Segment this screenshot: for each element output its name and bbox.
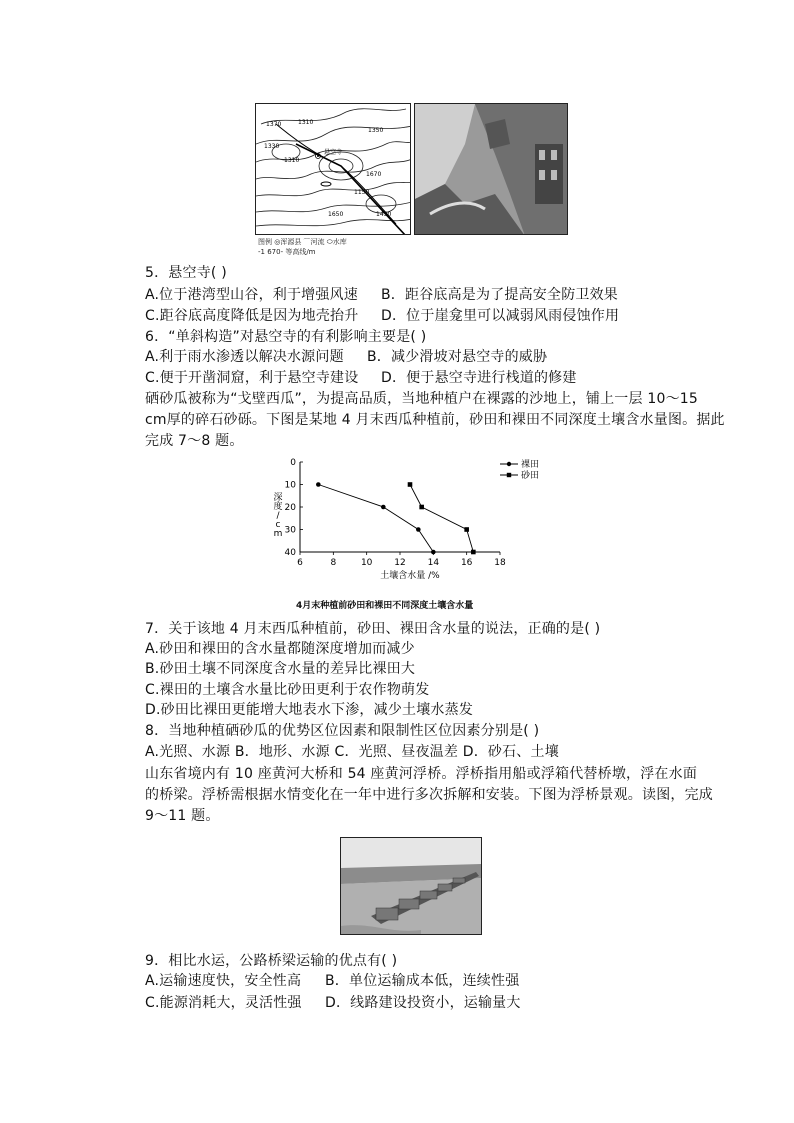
x-axis-label: 土壤含水量 /% xyxy=(380,571,440,581)
data-point-circle xyxy=(316,482,321,487)
q9-option-b: B．单位运输成本低，连续性强 xyxy=(325,973,520,989)
q9-option-d: D．线路建设投资小，运输量大 xyxy=(325,995,521,1011)
passage3-line1: 山东省境内有 10 座黄河大桥和 54 座黄河浮桥。浮桥指用船或浮箱代替桥墩，浮在水面 xyxy=(145,766,698,782)
q6-stem: 6．“单斜构造”对悬空寺的有利影响主要是( ) xyxy=(145,329,427,345)
passage2-line1: 硒砂瓜被称为“戈壁西瓜”，为提高品质，当地种植户在裸露的沙地上，铺上一层 10～15 xyxy=(145,391,698,407)
y-axis-label-char: 深 xyxy=(273,493,283,503)
data-point-circle xyxy=(416,527,421,532)
legend-marker-square xyxy=(507,473,511,477)
passage2-line2: cm厚的碎石砂砾。下图是某地 4 月末西瓜种植前，砂田和裸田不同深度土壤含水量图。据此 xyxy=(145,412,725,428)
x-tick-label: 10 xyxy=(360,558,373,568)
x-tick-label: 6 xyxy=(297,558,303,568)
temple-photo-svg xyxy=(415,104,568,235)
contour-label: 1350 xyxy=(368,127,384,134)
q7-option-d: D.砂田比裸田更能增大地表水下渗，减少土壤水蒸发 xyxy=(145,702,474,718)
q7-option-c: C.裸田的土壤含水量比砂田更利于农作物萌发 xyxy=(145,682,430,698)
x-tick-label: 16 xyxy=(460,558,473,568)
q7-option-a: A.砂田和裸田的含水量都随深度增加而减少 xyxy=(145,641,415,657)
q6-option-a: A.利于雨水渗透以解决水源问题 xyxy=(145,349,344,365)
soil-moisture-chart-svg xyxy=(270,452,540,598)
data-point-square xyxy=(408,482,413,487)
y-axis-label-char: c xyxy=(275,520,281,530)
y-tick-label: 10 xyxy=(284,480,296,491)
map-legend-line2: -1 670- 等高线/m xyxy=(258,248,316,256)
data-point-circle xyxy=(431,550,436,555)
q7-stem: 7．关于该地 4 月末西瓜种植前，砂田、裸田含水量的说法，正确的是( ) xyxy=(145,621,601,637)
data-point-circle xyxy=(381,505,386,510)
pontoon-bridge-photo xyxy=(340,837,482,935)
soil-moisture-chart xyxy=(270,452,540,598)
q5-option-a: A.位于港湾型山谷，利于增强风速 xyxy=(145,287,358,303)
data-point-square xyxy=(419,505,424,510)
passage3-line3: 9～11 题。 xyxy=(145,808,220,824)
series-line-bare-field xyxy=(318,485,433,553)
y-tick-label: 30 xyxy=(284,525,296,536)
contour-label: 1450 xyxy=(376,211,392,218)
chart-caption: 4月末种植前砂田和裸田不同深度土壤含水量 xyxy=(296,601,474,611)
x-tick-label: 12 xyxy=(394,558,406,568)
q5-option-d: D．位于崖龛里可以减弱风雨侵蚀作用 xyxy=(381,308,620,324)
q9-option-c: C.能源消耗大，灵活性强 xyxy=(145,995,302,1011)
y-tick-label: 40 xyxy=(284,548,296,558)
y-axis-label-char: m xyxy=(273,529,283,539)
q9-stem: 9．相比水运，公路桥梁运输的优点有( ) xyxy=(145,953,398,969)
data-point-square xyxy=(464,527,469,532)
passage3-line2: 的桥梁。浮桥需根据水情变化在一年中进行多次拆解和安装。下图为浮桥景观。读图，完成 xyxy=(145,787,713,803)
y-tick-label: 0 xyxy=(290,458,296,468)
q9-option-a: A.运输速度快，安全性高 xyxy=(145,973,302,989)
contour-map xyxy=(255,103,411,235)
q6-option-d: D．便于悬空寺进行栈道的修建 xyxy=(381,370,577,386)
series-line-sand-field xyxy=(410,485,473,553)
passage2-line3: 完成 7～8 题。 xyxy=(145,433,244,449)
x-tick-label: 8 xyxy=(330,558,337,568)
y-tick-label: 20 xyxy=(284,503,296,513)
contour-label: 1650 xyxy=(328,211,344,218)
legend-label: 砂田 xyxy=(521,471,540,481)
map-legend-line1: 图例 ◎浑源县 ⌒河流 ⬭水库 xyxy=(258,238,347,246)
place-label: 悬空寺 xyxy=(324,149,343,156)
q7-option-b: B.砂田土壤不同深度含水量的差异比裸田大 xyxy=(145,661,416,677)
map-legend xyxy=(258,237,347,257)
contour-label: 1310 xyxy=(298,119,314,126)
temple-photo xyxy=(414,103,568,235)
contour-label: 1310 xyxy=(284,157,300,164)
x-tick-label: 14 xyxy=(427,558,440,568)
contour-map-svg xyxy=(256,104,411,235)
y-axis-label-char: 度 xyxy=(273,502,283,512)
legend-label: 裸田 xyxy=(521,460,540,470)
contour-label: 1370 xyxy=(266,121,282,128)
contour-label: 1330 xyxy=(264,143,280,150)
q6-option-b: B．减少滑坡对悬空寺的威胁 xyxy=(367,349,548,365)
q6-option-c: C.便于开凿洞窟，利于悬空寺建设 xyxy=(145,370,359,386)
q8-options: A.光照、水源 B．地形、水源 C．光照、昼夜温差 D．砂石、土壤 xyxy=(145,744,559,760)
legend-marker-circle xyxy=(507,462,511,466)
q5-option-c: C.距谷底高度降低是因为地壳抬升 xyxy=(145,308,359,324)
q5-option-b: B．距谷底高是为了提高安全防卫效果 xyxy=(381,287,619,303)
x-tick-label: 18 xyxy=(494,558,506,568)
contour-label: 1670 xyxy=(366,171,382,178)
q8-stem: 8．当地种植硒砂瓜的优势区位因素和限制性区位因素分别是( ) xyxy=(145,723,540,739)
pontoon-bridge-svg xyxy=(341,838,482,935)
data-point-square xyxy=(471,550,476,555)
q5-stem: 5．悬空寺( ) xyxy=(145,265,227,281)
y-axis-label-char: / xyxy=(276,511,280,521)
contour-label: 1150 xyxy=(354,189,370,196)
